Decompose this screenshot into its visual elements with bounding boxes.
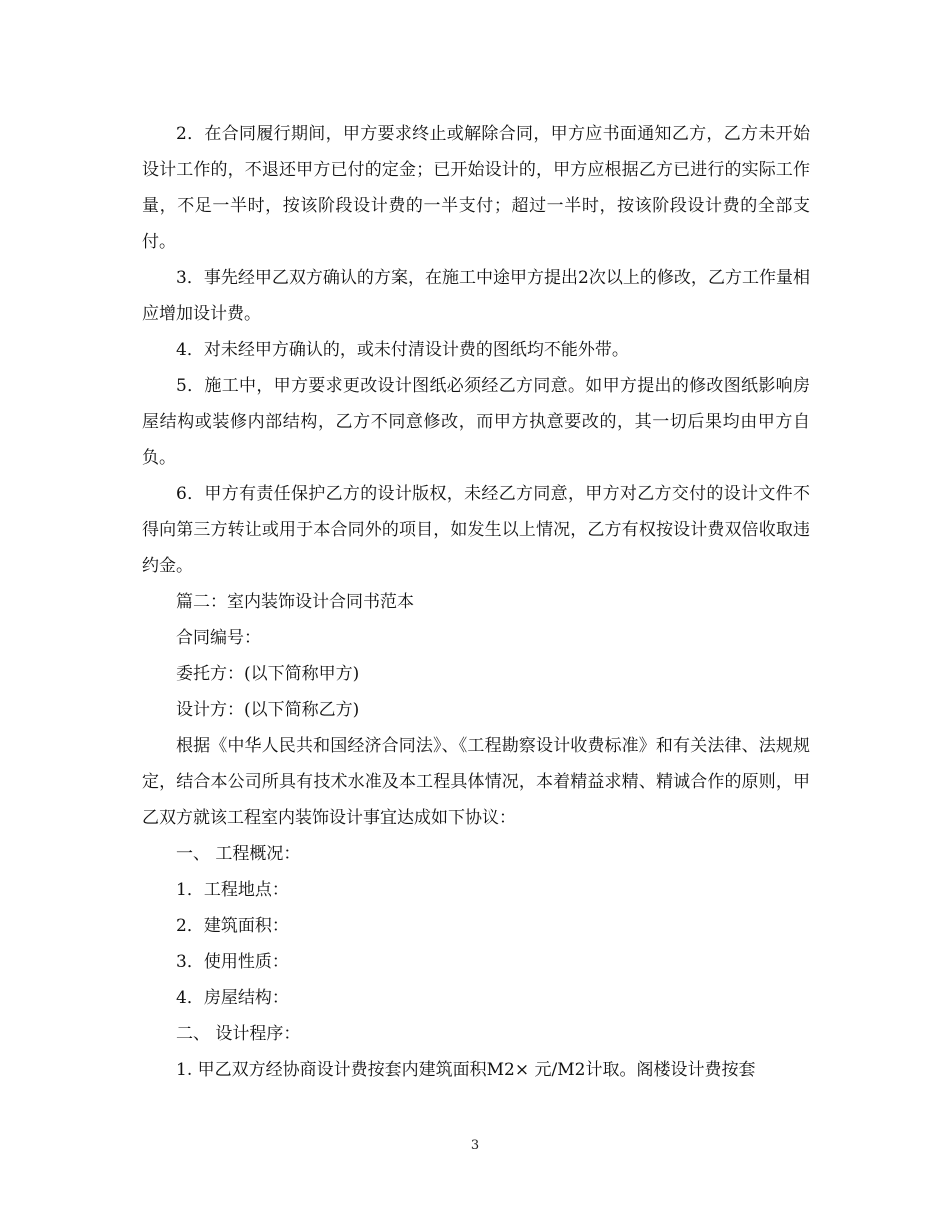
client-line: 委托方：(以下简称甲方)	[176, 664, 360, 684]
preamble-paragraph: 根据《中华人民共和国经济合同法》、《工程勘察设计收费标准》和有关法律、法规规定，结合本公司所具有技术水准及本工程具体情况，本着精益求精、精诚合作的原则，甲乙双方就该工程室内装饰设计事宜达成如下协议：	[142, 736, 810, 828]
paragraph-clause-6: 6．甲方有责任保护乙方的设计版权，未经乙方同意，甲方对乙方交付的设计文件不得向第三方转让或用于本合同外的项目，如发生以上情况，乙方有权按设计费双倍收取违约金。	[142, 484, 810, 576]
page-number: 3	[470, 1138, 480, 1153]
heading-design-procedure: 二、 设计程序：	[176, 1024, 301, 1044]
item-building-structure: 4．房屋结构：	[176, 988, 289, 1008]
paragraph-clause-3: 3．事先经甲乙双方确认的方案，在施工中途甲方提出2次以上的修改，乙方工作量相应增加设计费。	[142, 268, 810, 324]
paragraph-clause-4: 4．对未经甲方确认的，或未付清设计费的图纸均不能外带。	[176, 340, 629, 360]
paragraph-clause-5: 5．施工中，甲方要求更改设计图纸必须经乙方同意。如甲方提出的修改图纸影响房屋结构或装修内部结构，乙方不同意修改，而甲方执意要改的，其一切后果均由甲方自负。	[142, 376, 810, 468]
contract-number-line: 合同编号：	[176, 628, 261, 648]
designer-line: 设计方：(以下简称乙方)	[176, 700, 360, 720]
paragraph-clause-2: 2．在合同履行期间，甲方要求终止或解除合同，甲方应书面通知乙方，乙方未开始设计工作的，不退还甲方已付的定金；已开始设计的，甲方应根据乙方已进行的实际工作量，不足一半时，按该阶段设计费的一半支付；超过一半时，按该阶段设计费的全部支付。	[142, 124, 810, 252]
item-project-location: 1．工程地点：	[176, 880, 289, 900]
heading-project-overview: 一、 工程概况：	[176, 844, 301, 864]
item-building-area: 2．建筑面积：	[176, 916, 289, 936]
section-title: 篇二：室内装饰设计合同书范本	[176, 592, 414, 612]
item-usage-type: 3．使用性质：	[176, 952, 289, 972]
document-body	[142, 116, 810, 1088]
paragraph-design-fee: 1. 甲乙双方经协商设计费按套内建筑面积M2× 元/M2计取。阁楼设计费按套	[176, 1060, 756, 1080]
